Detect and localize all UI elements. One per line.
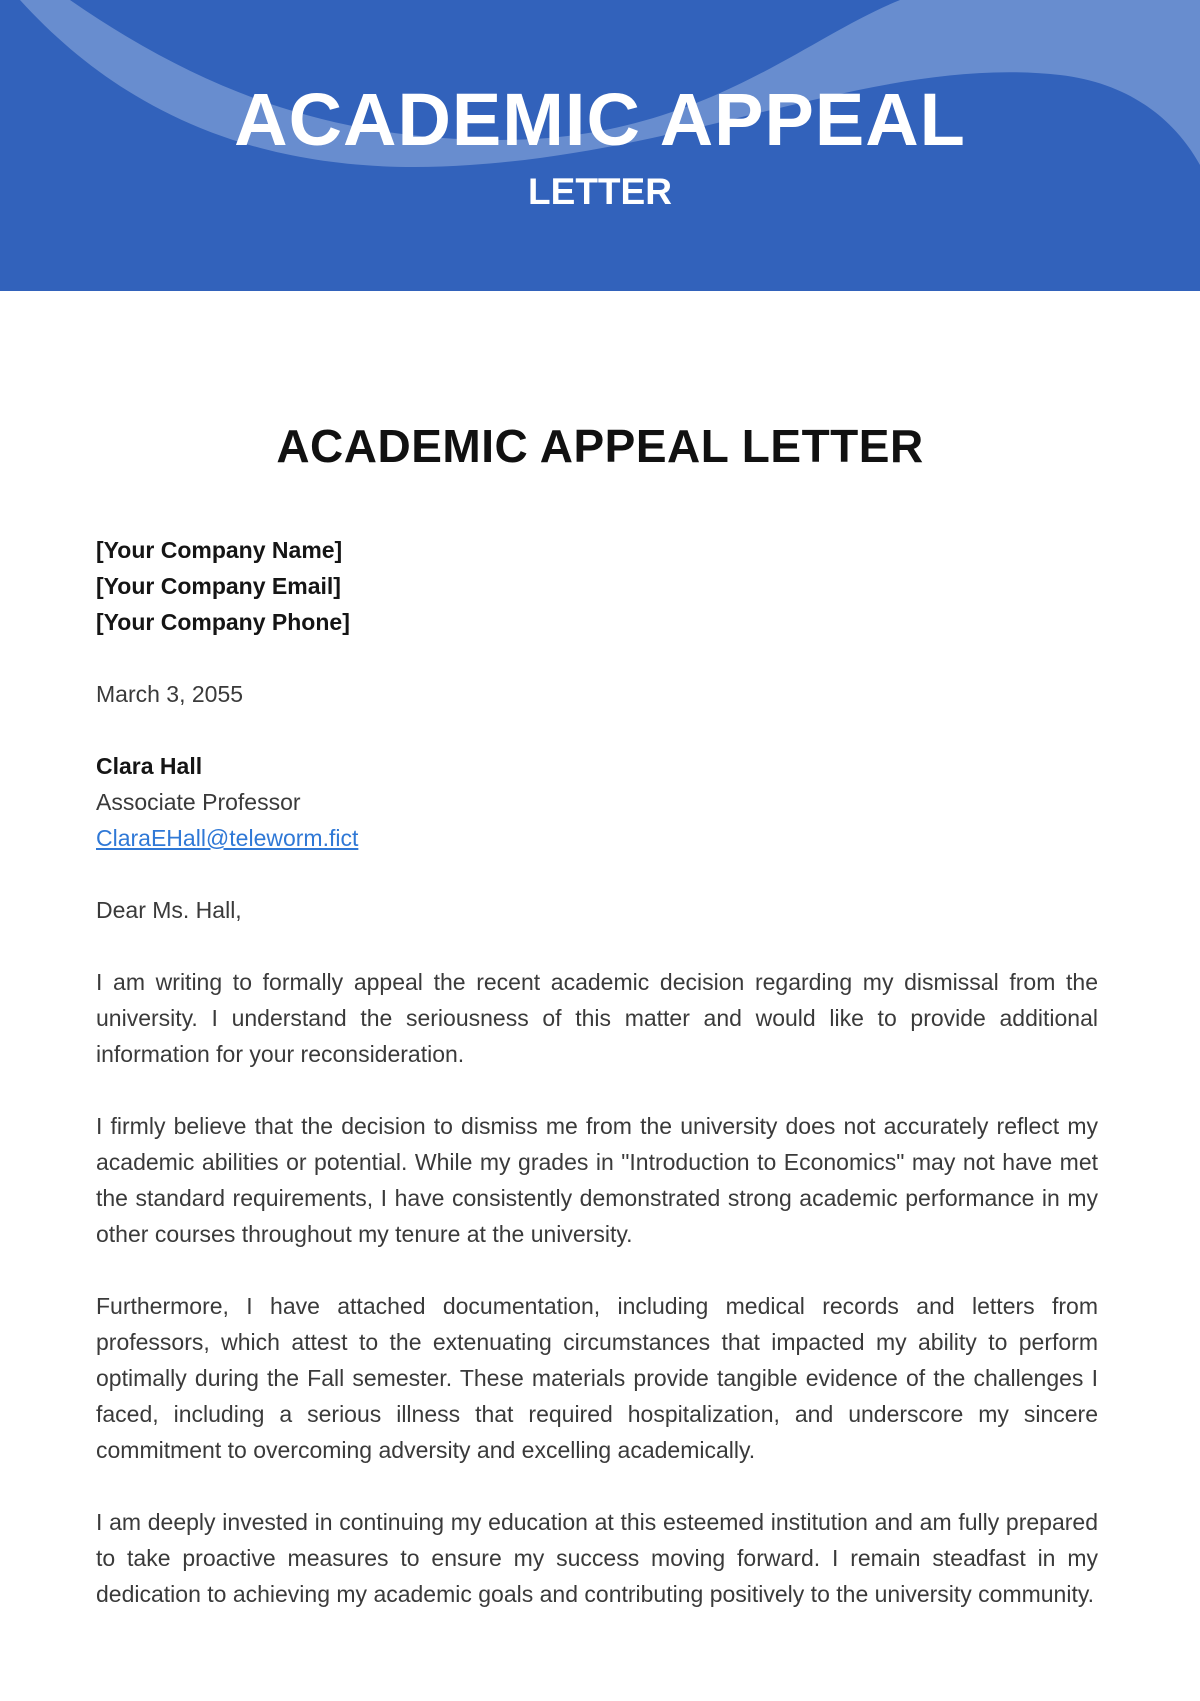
document-title: ACADEMIC APPEAL LETTER (276, 420, 924, 472)
paragraph-4: I am deeply invested in continuing my education at this esteemed institution and am fully prepared to take proactive measures to ensure my success moving forward. I remain steadfast in my dedication to achieving my academic goals and contributing positively to the university community. (96, 1509, 1098, 1607)
banner-title: ACADEMIC APPEAL (234, 78, 966, 161)
sender-block (96, 532, 1098, 640)
recipient-block (96, 748, 1098, 856)
recipient-email-link[interactable]: ClaraEHall@teleworm.fict (96, 825, 359, 851)
paragraph-1: I am writing to formally appeal the recent academic decision regarding my dismissal from the university. I understand the seriousness of this matter and would like to provide additional information for your reconsideration. (96, 969, 1098, 1067)
header-banner (0, 0, 1200, 291)
banner-subtitle: LETTER (528, 171, 672, 212)
letter-date: March 3, 2055 (96, 681, 244, 707)
sender-company-email: [Your Company Email] (96, 573, 341, 599)
salutation: Dear Ms. Hall, (96, 897, 242, 923)
recipient-name: Clara Hall (96, 753, 203, 779)
paragraph-2: I firmly believe that the decision to dismiss me from the university does not accurately reflect my academic abilities or potential. While my grades in "Introduction to Economics" may not have met the standard requirements, I have consistently demonstrated strong academic performance in my other courses throughout my tenure at the university. (96, 1113, 1098, 1247)
letter-body (96, 532, 1098, 1648)
sender-company-name: [Your Company Name] (96, 537, 343, 563)
recipient-title: Associate Professor (96, 789, 301, 815)
paragraph-3: Furthermore, I have attached documentation, including medical records and letters from professors, which attest to the extenuating circumstances that impacted my ability to perform optimally during the Fall semester. These materials provide tangible evidence of the challenges I faced, including a serious illness that required hospitalization, and underscore my sincere commitment to overcoming adversity and excelling academically. (96, 1293, 1098, 1463)
sender-company-phone: [Your Company Phone] (96, 609, 350, 635)
